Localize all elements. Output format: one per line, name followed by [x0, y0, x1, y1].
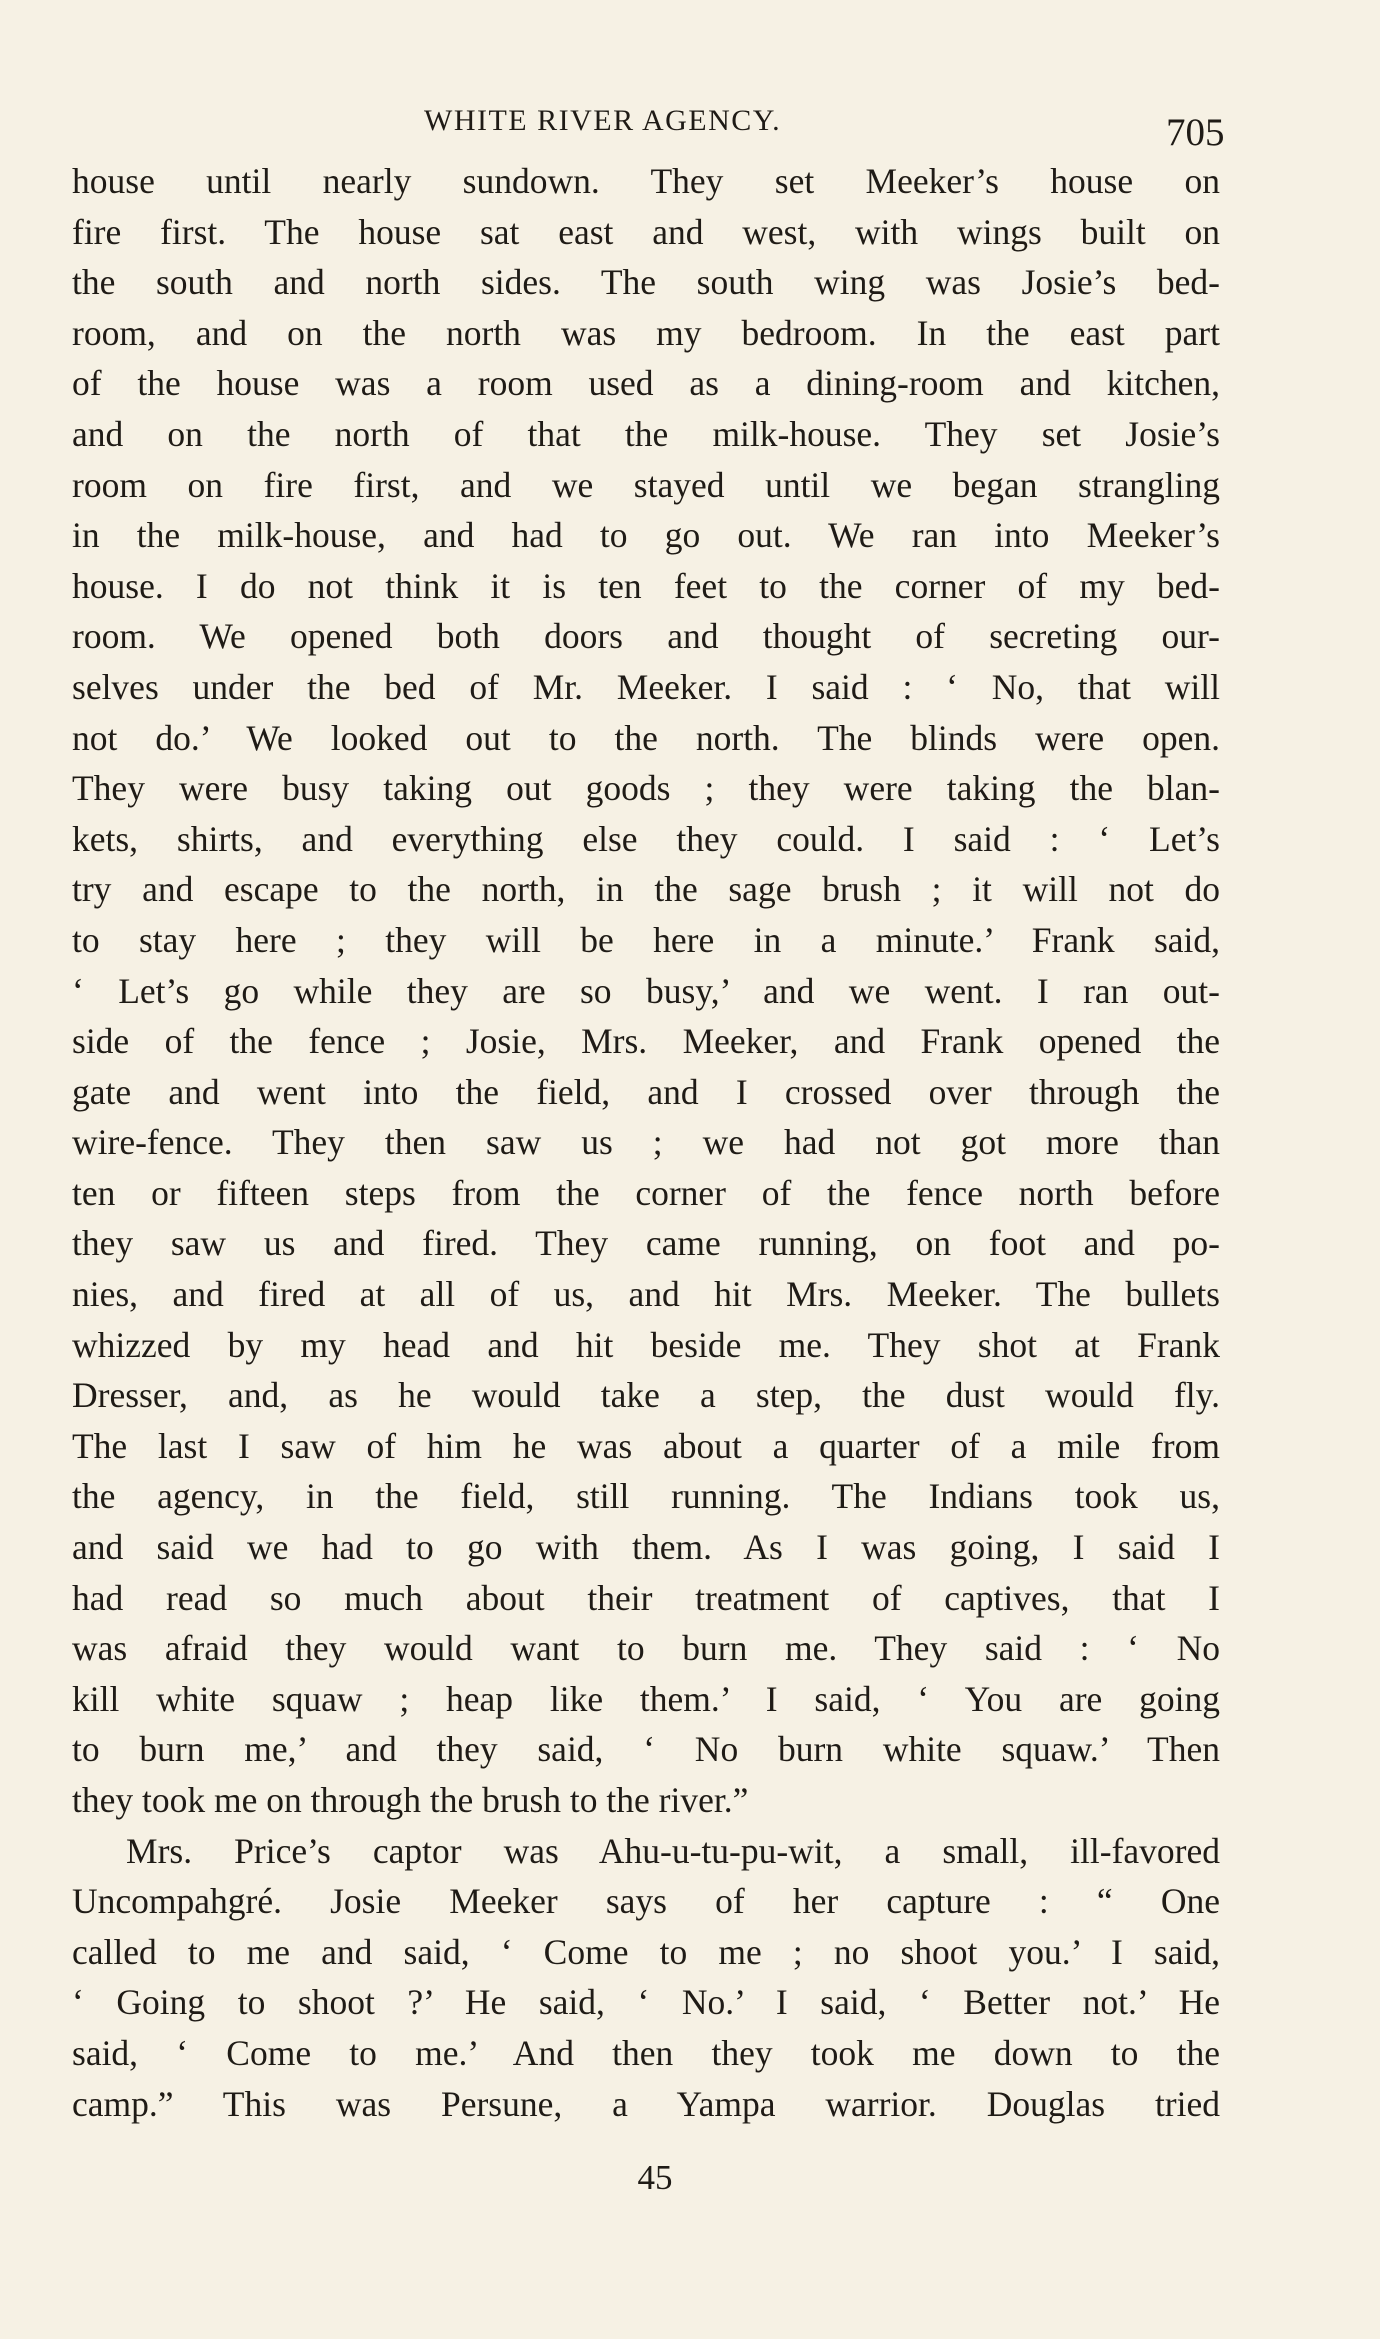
signature-mark: 45	[637, 2158, 673, 2197]
text-line: said, ‘ Come to me.’ And then they took me down to the	[72, 2032, 1220, 2073]
text-line: kill white squaw ; heap like them.’ I said, ‘ You are going	[72, 1678, 1220, 1719]
paragraph-start-line: Mrs. Price’s captor was Ahu-u-tu-pu-wit, a small, ill-favored	[126, 1830, 1220, 1871]
text-line: room, and on the north was my bedroom. In the east part	[72, 312, 1220, 353]
text-line: house. I do not think it is ten feet to the corner of my bed-	[72, 565, 1220, 606]
running-title: WHITE RIVER AGENCY.	[424, 104, 782, 137]
paragraph-end-line: they took me on through the brush to the river.”	[72, 1780, 749, 1820]
text-line: wire-fence. They then saw us ; we had not got more than	[72, 1122, 1220, 1163]
text-line: gate and went into the field, and I crossed over through the	[72, 1071, 1220, 1112]
text-line: ‘ Let’s go while they are so busy,’ and we went. I ran out-	[72, 970, 1220, 1011]
text-line: not do.’ We looked out to the north. The blinds were open.	[72, 717, 1220, 758]
text-line: the south and north sides. The south wing was Josie’s bed-	[72, 262, 1220, 303]
text-line: was afraid they would want to burn me. They said : ‘ No	[72, 1628, 1220, 1669]
text-line: room on fire first, and we stayed until we began strangling	[72, 464, 1220, 505]
text-line: of the house was a room used as a dining-room and kitchen,	[72, 363, 1220, 404]
text-line: selves under the bed of Mr. Meeker. I said : ‘ No, that will	[72, 666, 1220, 707]
text-line: fire first. The house sat east and west, with wings built on	[72, 211, 1220, 252]
text-line: the agency, in the field, still running. The Indians took us,	[72, 1476, 1220, 1517]
text-line: kets, shirts, and everything else they could. I said : ‘ Let’s	[72, 818, 1220, 859]
text-line: They were busy taking out goods ; they were taking the blan-	[72, 768, 1220, 809]
text-line: camp.” This was Persune, a Yampa warrior. Douglas tried	[72, 2083, 1220, 2124]
text-line: room. We opened both doors and thought of secreting our-	[72, 616, 1220, 657]
text-line: house until nearly sundown. They set Meeker’s house on	[72, 161, 1220, 201]
text-line: had read so much about their treatment of captives, that I	[72, 1577, 1220, 1618]
text-line: and on the north of that the milk-house. They set Josie’s	[72, 413, 1220, 454]
text-line: try and escape to the north, in the sage brush ; it will not do	[72, 869, 1220, 910]
text-line: Uncompahgré. Josie Meeker says of her capture : “ One	[72, 1881, 1220, 1922]
text-line: called to me and said, ‘ Come to me ; no shoot you.’ I said,	[72, 1931, 1220, 1972]
page-number: 705	[1166, 111, 1225, 154]
text-line: to stay here ; they will be here in a minute.’ Frank said,	[72, 919, 1220, 960]
body-text	[72, 156, 1220, 2129]
text-line: The last I saw of him he was about a quarter of a mile from	[72, 1425, 1220, 1466]
text-line: nies, and fired at all of us, and hit Mrs. Meeker. The bullets	[72, 1274, 1220, 1315]
text-line: ten or fifteen steps from the corner of the fence north before	[72, 1172, 1220, 1213]
text-line: in the milk-house, and had to go out. We ran into Meeker’s	[72, 515, 1220, 556]
running-head	[0, 104, 1380, 154]
text-line: they saw us and fired. They came running, on foot and po-	[72, 1223, 1220, 1264]
text-line: Dresser, and, as he would take a step, the dust would fly.	[72, 1375, 1220, 1416]
text-line: side of the fence ; Josie, Mrs. Meeker, and Frank opened the	[72, 1021, 1220, 1062]
text-line: ‘ Going to shoot ?’ He said, ‘ No.’ I said, ‘ Better not.’ He	[72, 1982, 1220, 2023]
text-line: to burn me,’ and they said, ‘ No burn white squaw.’ Then	[72, 1729, 1220, 1770]
text-line: whizzed by my head and hit beside me. They shot at Frank	[72, 1324, 1220, 1365]
text-line: and said we had to go with them. As I was going, I said I	[72, 1527, 1220, 1568]
